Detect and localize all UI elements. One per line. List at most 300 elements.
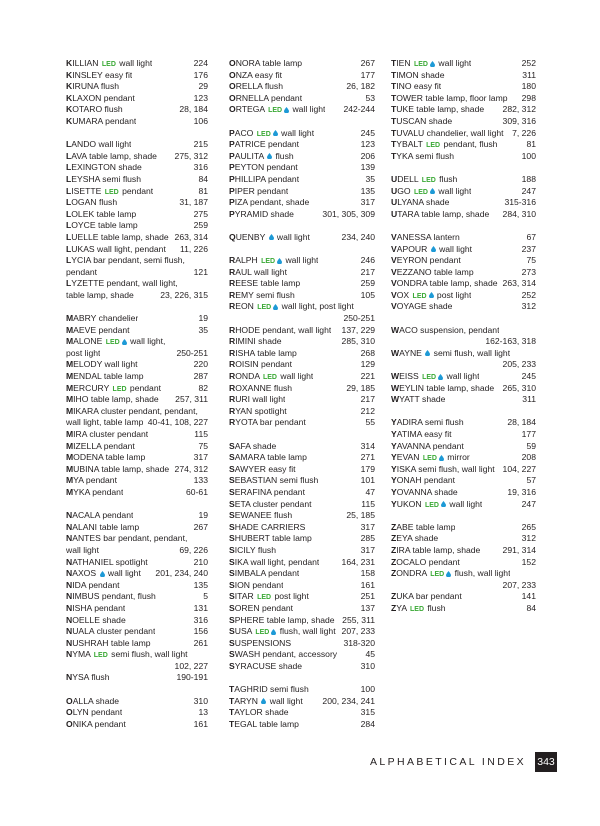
entry-initial: W bbox=[391, 347, 400, 358]
entry-name bbox=[229, 93, 302, 105]
entry-initial: Z bbox=[391, 602, 397, 613]
entry-title: YKA semi flush bbox=[396, 150, 455, 161]
entry-name bbox=[229, 499, 312, 511]
index-entry bbox=[391, 128, 536, 140]
index-entry bbox=[66, 661, 208, 673]
entry-initial: Z bbox=[391, 533, 397, 544]
index-entry bbox=[66, 545, 208, 557]
entry-name bbox=[391, 209, 489, 221]
entry-name bbox=[229, 661, 302, 673]
entry-title: IRA cluster pendant bbox=[73, 429, 149, 439]
index-entry bbox=[66, 58, 208, 70]
index-entry bbox=[66, 383, 208, 395]
entry-title: ANESSA lantern bbox=[396, 231, 460, 242]
entry-title: ATRICE pendant bbox=[234, 139, 300, 150]
entry-title: YA pendant bbox=[73, 475, 117, 486]
entry-initial: K bbox=[66, 92, 73, 103]
entry-title: OGAN flush bbox=[71, 197, 118, 208]
led-badge: LED bbox=[413, 188, 428, 196]
entry-initial: T bbox=[229, 684, 235, 695]
entry-initial: N bbox=[66, 591, 73, 602]
entry-suffix: wall light bbox=[283, 255, 319, 266]
water-drop-icon bbox=[267, 153, 272, 159]
entry-initial: S bbox=[229, 660, 235, 671]
index-entry bbox=[229, 359, 375, 371]
index-entry bbox=[66, 93, 208, 105]
index-entry bbox=[66, 580, 208, 592]
entry-initial: T bbox=[391, 69, 397, 80]
entry-name bbox=[66, 533, 187, 545]
entry-name bbox=[66, 209, 136, 221]
index-entry bbox=[66, 197, 208, 209]
index-entry bbox=[66, 626, 208, 638]
entry-name bbox=[391, 232, 460, 244]
entry-pages: 259 bbox=[360, 278, 375, 289]
entry-initial: S bbox=[229, 463, 235, 474]
index-entry bbox=[391, 116, 536, 128]
entry-title: AXOS bbox=[72, 568, 97, 579]
entry-title: OVANNA shade bbox=[396, 486, 458, 497]
index-entry bbox=[66, 104, 208, 116]
entry-name bbox=[229, 522, 305, 534]
index-entry bbox=[391, 186, 536, 198]
entry-title: IMBUS pendant, flush bbox=[72, 591, 156, 602]
entry-title: AYLOR shade bbox=[234, 707, 289, 718]
index-entry bbox=[391, 464, 536, 476]
entry-pages: 247 bbox=[521, 498, 536, 509]
entry-name bbox=[229, 406, 287, 418]
entry-initial: O bbox=[229, 92, 236, 103]
entry-pages: 310 bbox=[360, 660, 375, 671]
entry-pages: 206 bbox=[360, 150, 375, 161]
entry-initial: L bbox=[66, 185, 72, 196]
entry-initial: Z bbox=[391, 591, 397, 602]
entry-pages: 275, 312 bbox=[174, 150, 208, 161]
entry-title: USPENSIONS bbox=[234, 637, 292, 648]
entry-pages: 220 bbox=[193, 359, 208, 370]
entry-initial: N bbox=[66, 533, 73, 544]
index-entry bbox=[66, 116, 208, 128]
entry-initial: Y bbox=[391, 463, 397, 474]
led-badge: LED bbox=[430, 571, 445, 579]
entry-pages: 317 bbox=[193, 452, 208, 463]
entry-name bbox=[229, 325, 331, 337]
entry-name bbox=[66, 545, 99, 557]
index-entry bbox=[66, 568, 208, 580]
entry-initial: T bbox=[391, 58, 397, 68]
entry-initial: M bbox=[66, 371, 74, 382]
entry-title: ABRY chandelier bbox=[73, 313, 139, 324]
entry-title: ANDO wall light bbox=[71, 139, 132, 150]
index-entry bbox=[229, 104, 375, 116]
entry-name bbox=[229, 638, 291, 650]
entry-pages: 205, 233 bbox=[502, 359, 536, 370]
led-badge: LED bbox=[268, 107, 283, 115]
entry-pages: 115 bbox=[194, 429, 208, 439]
entry-initial: R bbox=[229, 336, 236, 347]
entry-title: ATIMA easy fit bbox=[396, 429, 452, 439]
entry-name bbox=[229, 568, 299, 580]
index-entry bbox=[229, 197, 375, 209]
entry-pages: 141 bbox=[521, 591, 536, 602]
entry-name bbox=[229, 151, 294, 163]
entry-title: OISIN pendant bbox=[235, 359, 293, 370]
entry-title: AFA shade bbox=[234, 440, 277, 451]
entry-initial: L bbox=[66, 208, 72, 219]
entry-title: NORA table lamp bbox=[235, 58, 303, 68]
index-entry bbox=[66, 81, 208, 93]
index-entry bbox=[66, 696, 208, 708]
index-entry bbox=[391, 348, 536, 360]
index-entry bbox=[229, 719, 375, 731]
entry-initial: T bbox=[229, 695, 235, 706]
index-entry bbox=[391, 104, 536, 116]
entry-name bbox=[66, 116, 136, 128]
index-column-3 bbox=[391, 58, 536, 615]
entry-title: YMA bbox=[72, 649, 91, 660]
entry-title: UALA cluster pendant bbox=[72, 626, 156, 637]
entry-name bbox=[391, 522, 455, 534]
entry-title: ALANI table lamp bbox=[72, 521, 140, 532]
entry-pages: 29 bbox=[198, 81, 208, 92]
entry-title: OCALO pendant bbox=[396, 556, 460, 567]
entry-initial: M bbox=[66, 394, 74, 405]
entry-pages: 35 bbox=[198, 324, 208, 335]
index-entry bbox=[229, 557, 375, 569]
entry-title: HUBERT table lamp bbox=[234, 533, 312, 544]
entry-title: INO easy fit bbox=[396, 81, 442, 92]
entry-name bbox=[391, 545, 480, 557]
entry-pages: 311 bbox=[522, 69, 536, 80]
entry-name bbox=[229, 603, 293, 615]
entry-name bbox=[229, 580, 283, 592]
index-entry bbox=[66, 417, 208, 429]
entry-name bbox=[66, 626, 155, 638]
entry-pages: 312 bbox=[521, 533, 536, 544]
index-column-1 bbox=[66, 58, 208, 730]
entry-pages: 251 bbox=[360, 591, 375, 602]
entry-title: ISKA semi flush, wall light bbox=[396, 463, 495, 474]
entry-pages: 102, 227 bbox=[174, 660, 208, 671]
index-entry bbox=[391, 267, 536, 279]
entry-suffix: wall light bbox=[277, 371, 314, 382]
entry-pages: 268 bbox=[360, 347, 375, 358]
entry-initial: N bbox=[66, 556, 73, 567]
entry-initial: P bbox=[229, 185, 235, 196]
entry-pages: 261 bbox=[193, 637, 208, 648]
entry-pages: 207, 233 bbox=[341, 626, 375, 637]
entry-pages: 210 bbox=[193, 556, 208, 567]
entry-suffix: pendant bbox=[127, 382, 161, 393]
index-entry bbox=[229, 186, 375, 198]
entry-suffix: wall light bbox=[446, 498, 483, 509]
entry-name bbox=[229, 545, 276, 557]
entry-title: YZETTE pendant, wall light, bbox=[71, 278, 178, 289]
entry-name bbox=[66, 220, 138, 232]
entry-initial: O bbox=[66, 695, 73, 706]
entry-name bbox=[66, 696, 119, 708]
entry-initial: R bbox=[229, 278, 236, 289]
entry-initial: P bbox=[229, 173, 235, 184]
index-entry bbox=[391, 452, 536, 464]
entry-name bbox=[229, 417, 306, 429]
entry-name bbox=[66, 371, 144, 383]
entry-suffix: wall light bbox=[444, 371, 480, 382]
entry-title: IRUNA flush bbox=[72, 81, 120, 92]
entry-name bbox=[391, 441, 464, 453]
entry-suffix: pendant bbox=[119, 185, 154, 196]
led-badge: LED bbox=[413, 61, 428, 68]
entry-title: EBASTIAN semi flush bbox=[234, 475, 319, 486]
entry-pages: 47 bbox=[365, 486, 375, 497]
index-entry bbox=[391, 209, 536, 221]
entry-name bbox=[66, 406, 198, 418]
entry-pages: 135 bbox=[360, 185, 375, 196]
entry-name bbox=[229, 615, 335, 627]
index-entry bbox=[66, 719, 208, 731]
entry-name bbox=[66, 290, 134, 302]
index-column-2 bbox=[229, 58, 375, 730]
index-entry bbox=[66, 209, 208, 221]
entry-pages: 156 bbox=[193, 626, 208, 637]
entry-initial: T bbox=[229, 707, 235, 718]
entry-name bbox=[391, 93, 508, 105]
entry-pages: 255, 311 bbox=[342, 614, 375, 625]
index-entry bbox=[229, 151, 375, 163]
entry-initial: Q bbox=[229, 231, 236, 242]
water-drop-icon bbox=[441, 501, 446, 507]
entry-pages: 317 bbox=[360, 521, 375, 532]
index-entry bbox=[66, 638, 208, 650]
entry-title: HODE pendant, wall light bbox=[235, 324, 332, 335]
entry-name bbox=[66, 522, 139, 534]
entry-title: OYAGE shade bbox=[396, 301, 453, 312]
entry-title: EVAN bbox=[396, 452, 420, 463]
index-entry bbox=[229, 499, 375, 511]
entry-pages: 317 bbox=[360, 544, 375, 555]
entry-suffix: flush, wall light bbox=[452, 568, 511, 579]
entry-name bbox=[229, 290, 295, 302]
entry-title: OX bbox=[396, 289, 410, 300]
index-entry bbox=[391, 603, 536, 615]
index-entry bbox=[66, 139, 208, 151]
entry-initial: S bbox=[229, 544, 235, 555]
entry-initial: N bbox=[66, 649, 73, 660]
entry-name bbox=[66, 313, 138, 325]
index-entry bbox=[229, 348, 375, 360]
entry-suffix: flush, wall light bbox=[277, 626, 336, 637]
entry-title: OWER table lamp, floor lamp bbox=[396, 92, 508, 103]
index-entry bbox=[391, 533, 536, 545]
entry-name bbox=[391, 557, 460, 569]
entry-pages: 317 bbox=[360, 197, 375, 208]
entry-initial: L bbox=[66, 173, 72, 184]
entry-initial: R bbox=[229, 394, 236, 405]
entry-initial: R bbox=[229, 405, 236, 416]
entry-title: AMARA table lamp bbox=[234, 452, 307, 463]
water-drop-icon bbox=[273, 130, 278, 136]
index-entry bbox=[66, 441, 208, 453]
entry-pages: 13 bbox=[198, 707, 208, 718]
entry-pages: 100 bbox=[521, 150, 536, 161]
entry-name bbox=[229, 186, 288, 198]
entry-suffix: wall light bbox=[290, 104, 326, 115]
entry-pages: 273 bbox=[521, 266, 536, 277]
index-entry bbox=[229, 475, 375, 487]
index-entry bbox=[391, 568, 536, 580]
entry-pages: 53 bbox=[365, 92, 375, 103]
entry-pages: 161 bbox=[193, 718, 208, 729]
entry-pages: 309, 316 bbox=[502, 115, 536, 126]
index-entry bbox=[229, 684, 375, 696]
entry-name bbox=[66, 557, 148, 569]
index-entry bbox=[229, 441, 375, 453]
led-badge: LED bbox=[105, 339, 120, 347]
entry-initial: V bbox=[391, 278, 397, 289]
entry-pages: 179 bbox=[360, 463, 375, 474]
water-drop-icon bbox=[446, 571, 451, 577]
entry-pages: 242-244 bbox=[343, 104, 375, 115]
water-drop-icon bbox=[431, 246, 436, 252]
entry-pages: 123 bbox=[193, 92, 208, 103]
entry-pages: 318-320 bbox=[343, 637, 375, 648]
water-drop-icon bbox=[425, 350, 430, 356]
page-number: 343 bbox=[535, 752, 557, 772]
index-entry bbox=[391, 557, 536, 569]
entry-title: IRA table lamp, shade bbox=[396, 544, 481, 555]
index-entry bbox=[66, 591, 208, 603]
entry-pages: 312 bbox=[521, 301, 536, 312]
entry-pages: 67 bbox=[526, 231, 536, 242]
entry-name bbox=[229, 278, 300, 290]
entry-title: EGAL table lamp bbox=[234, 718, 299, 729]
entry-pages: 57 bbox=[526, 475, 536, 486]
index-entry bbox=[391, 394, 536, 406]
entry-initial: P bbox=[229, 127, 235, 138]
index-entry bbox=[229, 70, 375, 82]
entry-title: EYLIN table lamp, shade bbox=[399, 382, 495, 393]
entry-pages: 265 bbox=[521, 521, 536, 532]
index-entry bbox=[229, 626, 375, 638]
entry-title: ALONE bbox=[73, 336, 103, 347]
entry-initial: L bbox=[66, 197, 72, 208]
entry-title: UKE table lamp, shade bbox=[396, 104, 485, 115]
index-entry bbox=[391, 487, 536, 499]
index-entry bbox=[229, 93, 375, 105]
entry-initial: V bbox=[391, 231, 397, 242]
entry-title: YA bbox=[396, 602, 407, 613]
entry-initial: P bbox=[229, 150, 235, 161]
entry-initial: Y bbox=[391, 475, 397, 486]
entry-suffix: wall light bbox=[105, 568, 141, 579]
entry-initial: S bbox=[229, 579, 235, 590]
entry-initial: M bbox=[66, 405, 74, 416]
entry-title: NZA easy fit bbox=[235, 69, 283, 80]
entry-title: ABE table lamp bbox=[396, 521, 456, 532]
water-drop-icon bbox=[122, 339, 127, 345]
index-entry bbox=[229, 696, 375, 708]
entry-title: INSLEY easy fit bbox=[72, 69, 133, 80]
entry-initial: S bbox=[229, 452, 235, 463]
index-entry bbox=[391, 545, 536, 557]
entry-name bbox=[66, 487, 123, 499]
entry-title: HADE CARRIERS bbox=[234, 521, 306, 532]
led-badge: LED bbox=[424, 501, 439, 509]
entry-title: OELLE shade bbox=[72, 614, 126, 625]
entry-title: ONDRA table lamp, shade bbox=[396, 278, 498, 289]
index-entry bbox=[229, 522, 375, 534]
entry-title: UVALU chandelier, wall light bbox=[396, 127, 504, 138]
entry-pages: 245 bbox=[360, 127, 375, 138]
entry-pages: 285 bbox=[360, 533, 375, 544]
index-entry bbox=[66, 325, 208, 337]
entry-initial: M bbox=[66, 324, 74, 335]
led-badge: LED bbox=[104, 188, 119, 196]
entry-title: YOTA bar pendant bbox=[235, 417, 306, 428]
entry-title: AVA table lamp, shade bbox=[71, 150, 157, 161]
index-entry bbox=[391, 174, 536, 186]
index-entry bbox=[66, 220, 208, 232]
led-badge: LED bbox=[93, 652, 108, 660]
index-entry bbox=[66, 359, 208, 371]
entry-initial: P bbox=[229, 162, 235, 173]
entry-name bbox=[391, 348, 510, 360]
index-entry bbox=[66, 429, 208, 441]
entry-name bbox=[391, 244, 472, 256]
entry-name bbox=[391, 104, 484, 116]
entry-name bbox=[391, 475, 455, 487]
entry-initial: O bbox=[66, 718, 73, 729]
entry-title: USA bbox=[234, 626, 252, 637]
entry-pages: 100 bbox=[360, 684, 375, 695]
entry-initial: N bbox=[66, 614, 73, 625]
entry-initial: M bbox=[66, 382, 74, 393]
entry-pages: 250-251 bbox=[343, 313, 375, 324]
entry-initial: R bbox=[229, 359, 236, 370]
entry-name bbox=[391, 499, 482, 512]
entry-pages: 55 bbox=[365, 417, 375, 428]
entry-title: OTARO flush bbox=[72, 104, 123, 115]
index-entry bbox=[66, 371, 208, 383]
entry-initial: V bbox=[391, 243, 397, 254]
entry-title: ODENA table lamp bbox=[73, 452, 146, 463]
entry-pages: 131 bbox=[193, 602, 208, 613]
entry-title: AUL wall light bbox=[235, 266, 287, 277]
entry-name bbox=[66, 139, 131, 151]
entry-name bbox=[229, 557, 319, 569]
entry-title: OYCE table lamp bbox=[71, 220, 138, 231]
entry-initial: Y bbox=[391, 440, 397, 451]
led-badge: LED bbox=[255, 629, 270, 637]
entry-name bbox=[66, 638, 151, 650]
index-entry bbox=[229, 464, 375, 476]
entry-pages: 45 bbox=[365, 649, 375, 660]
entry-title: ARYN bbox=[234, 695, 258, 706]
entry-title: IHO table lamp, shade bbox=[73, 394, 159, 405]
entry-title: ONAH pendant bbox=[396, 475, 456, 486]
entry-initial: Y bbox=[391, 429, 397, 439]
entry-title: ION pendant bbox=[234, 579, 284, 590]
entry-title: IZELLA pendant bbox=[73, 440, 135, 451]
entry-title: UMARA pendant bbox=[72, 115, 137, 126]
entry-name bbox=[66, 417, 143, 429]
entry-initial: O bbox=[66, 707, 73, 718]
entry-pages: 285, 310 bbox=[341, 336, 375, 347]
entry-initial: R bbox=[229, 301, 236, 312]
entry-pages: 188 bbox=[521, 173, 536, 184]
entry-title: ETA cluster pendant bbox=[234, 498, 312, 509]
entry-name bbox=[391, 301, 452, 313]
